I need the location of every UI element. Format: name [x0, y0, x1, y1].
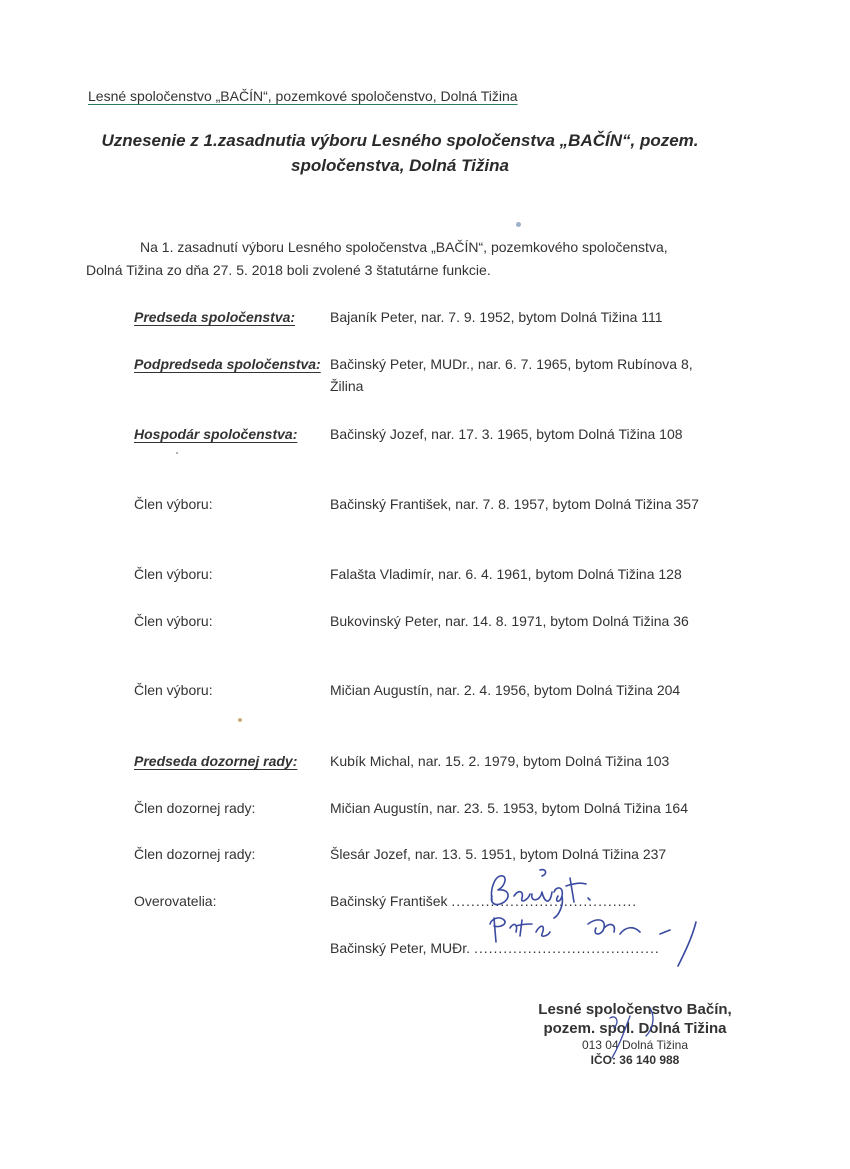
role-label: Člen dozornej rady: [134, 846, 256, 862]
member-value: Kubík Michal, nar. 15. 2. 1979, bytom Dolná Tižina 103 [330, 753, 670, 769]
title-line-1: Uznesenie z 1.zasadnutia výboru Lesného spoločenstva „BAČÍN“, pozem. [101, 131, 699, 150]
intro-line-2: Dolná Tižina zo dňa 27. 5. 2018 boli zvolené 3 štatutárne funkcie. [86, 262, 491, 278]
role-label: Predseda dozornej rady: [134, 753, 298, 769]
organization-header: Lesné spoločenstvo „BAČÍN“, pozemkové spoločenstvo, Dolná Tižina [88, 88, 518, 104]
scan-speck [516, 222, 521, 227]
role-label: Hospodár spoločenstva: [134, 426, 298, 442]
title-line-2: spoločenstva, Dolná Tižina [291, 156, 509, 175]
role-label: Predseda spoločenstva: [134, 309, 296, 325]
role-label: Podpredseda spoločenstva: [134, 356, 321, 372]
scan-speck [176, 452, 178, 454]
role-label: Člen dozornej rady: [134, 800, 256, 816]
verifiers-label: Overovatelia: [134, 893, 217, 909]
role-label: Člen výboru: [134, 566, 213, 582]
intro-paragraph [86, 236, 726, 282]
member-value: Mičian Augustín, nar. 23. 5. 1953, bytom Dolná Tižina 164 [330, 800, 688, 816]
signature-line-2: ...................................... [473, 940, 660, 956]
member-value: Bačinský František, nar. 7. 8. 1957, bytom Dolná Tižina 357 [330, 496, 699, 512]
member-value: Bukovinský Peter, nar. 14. 8. 1971, bytom Dolná Tižina 36 [330, 613, 689, 629]
member-value: Bačinský Jozef, nar. 17. 3. 1965, bytom Dolná Tižina 108 [330, 426, 683, 442]
stamp-line-2: pozem. spol. Dolná Tižina [543, 1020, 727, 1037]
signature-line-1: ...................................... [451, 893, 638, 909]
member-value: Falašta Vladimír, nar. 6. 4. 1961, bytom Dolná Tižina 128 [330, 566, 682, 582]
verifier-name-1: Bačinský František [330, 893, 448, 909]
verifier-name-2: Bačinský Peter, MUĐr. [330, 940, 471, 956]
role-label: Člen výboru: [134, 682, 213, 698]
intro-line-1: Na 1. zasadnutí výboru Lesného spoločenstva „BAČÍN“, pozemkového spoločenstva, [140, 239, 668, 255]
role-label: Člen výboru: [134, 613, 213, 629]
member-value: Šlesár Jozef, nar. 13. 5. 1951, bytom Dolná Tižina 237 [330, 846, 667, 862]
member-value: Bačinský Peter, MUDr., nar. 6. 7. 1965, bytom Rubínova 8, Žilina [330, 356, 693, 394]
role-label: Člen výboru: [134, 496, 213, 512]
scan-speck [238, 718, 242, 722]
organization-stamp [530, 1000, 740, 1068]
stamp-line-1: Lesné spoločenstvo Bačín, [538, 1001, 732, 1018]
member-value: Bajaník Peter, nar. 7. 9. 1952, bytom Dolná Tižina 111 [330, 309, 663, 325]
stamp-line-4: IČO: 36 140 988 [590, 1053, 680, 1067]
document-title [90, 128, 710, 178]
stamp-line-3: 013 04 Dolná Tižina [581, 1038, 689, 1052]
member-value: Mičian Augustín, nar. 2. 4. 1956, bytom Dolná Tižina 204 [330, 682, 681, 698]
